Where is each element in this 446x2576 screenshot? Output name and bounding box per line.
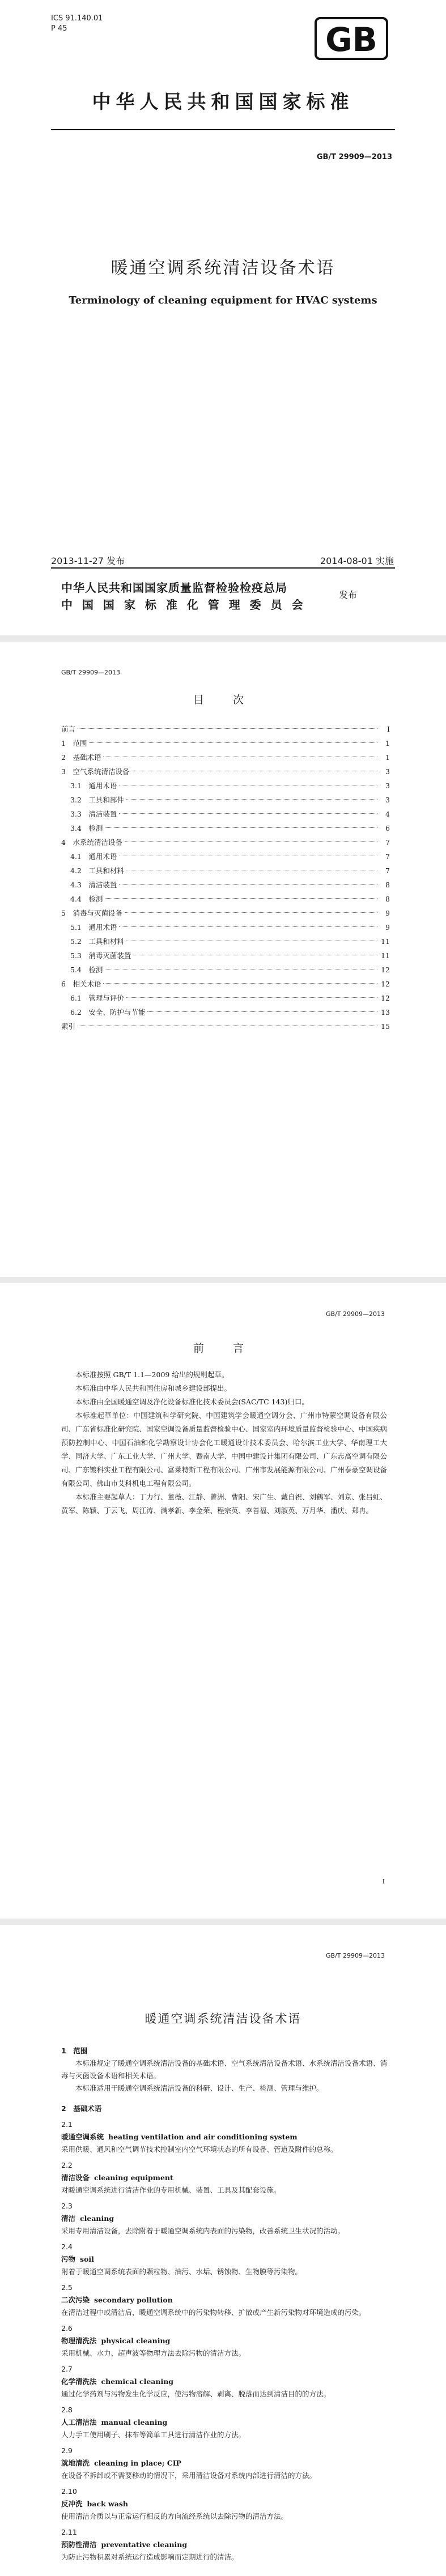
toc-entry[interactable] [61,736,390,750]
toc-leader-dots [125,912,377,913]
toc-entry-label: 3.1 通用术语 [70,781,117,790]
gb-logo-icon [315,17,388,60]
term-cn: 暖通空调系统 [61,2133,104,2141]
classification-codes [51,14,103,34]
toc-entry-label: 6 相关术语 [61,980,101,988]
toc-entry-page: 11 [381,951,390,960]
term-cn: 预防性清洁 [61,2540,97,2549]
term-definition: 附着于暖通空调系统表面的颗粒物、油污、水垢、锈蚀物、生物膜等污染物。 [61,2267,303,2276]
ccs-code: P 45 [51,24,67,33]
toc-leader-dots [119,813,377,814]
term-definition: 在设备不拆卸或不需要移动的情况下，采用清洁设备对系统内部进行清洁的方法。 [61,2471,317,2480]
publisher-aqsiq: 中华人民共和国国家质量监督检验检疫总局 [61,581,287,595]
toc-leader-dots [147,1011,377,1012]
toc-entry-label: 4 水系统清洁设备 [61,838,122,847]
toc-leader-dots [125,841,377,842]
foreword-paragraph: 本标准由全国暖通空调及净化设备标准化技术委员会(SAC/TC 143)归口。 [75,1398,309,1406]
term-number: 2.11 [61,2528,77,2536]
cover-bottom-rule [51,567,395,569]
toc-entry-page: 9 [385,923,390,932]
toc-entry[interactable] [61,864,390,878]
term-entry [61,2457,387,2470]
toc-entry-page: 3 [385,781,390,790]
toc-leader-dots [119,926,377,927]
toc-entry[interactable] [61,807,390,821]
section-heading: 2 基础术语 [61,2104,102,2113]
toc-entry-label: 6.2 安全、防护与节能 [70,1008,146,1016]
toc-entry-page: 8 [385,881,390,889]
toc-entry[interactable] [61,821,390,835]
table-of-contents [61,722,390,1033]
body-paragraph: 本标准规定了暖通空调系统清洁设备的基础术语、空气系统清洁设备术语、水系统清洁设备术语、消毒与灭菌设备术语和相关术语。 [61,2059,388,2080]
term-entry [61,2376,387,2388]
toc-entry-page: 3 [385,796,390,804]
term-entry [61,2253,387,2266]
body-content [61,2037,387,2564]
term-number: 2.4 [61,2242,73,2251]
term-number: 2.1 [61,2120,73,2129]
toc-entry-label: 前言 [61,725,76,733]
toc-entry-label: 4.3 清洁装置 [70,881,117,889]
toc-entry-label: 3.3 清洁装置 [70,810,117,818]
foreword-paragraph: 本标准主要起草人：丁力行、董薇、江静、曾洲、曹阳、宋广生、戴自祝、刘鹤军、刘京、张吕虹、黄军、陈颖、丁云飞、周江涛、满孝新、李金荣、程宗英、李善福、刘淑英、万月华、潘庆、郑冉。 [61,1493,388,1515]
term-entry [61,2212,387,2225]
term-entry [61,2131,387,2143]
toc-entry-label: 4.1 通用术语 [70,852,117,861]
toc-leader-dots [105,898,377,899]
term-cn: 就地清洗 [61,2459,90,2467]
toc-leader-dots [126,997,377,998]
toc-entry-page: 11 [381,937,390,946]
toc-entry[interactable] [61,949,390,963]
term-number: 2.3 [61,2202,73,2210]
toc-entry-label: 5.4 检测 [70,966,103,974]
cover-top-rule [51,129,395,130]
toc-entry-page: 12 [381,966,390,974]
term-en: cleaning in place; CIP [94,2459,181,2467]
page-header: GB/T 29909—2013 [326,1952,385,1959]
term-number: 2.9 [61,2446,73,2455]
body-title: 暖通空调系统清洁设备术语 [145,2012,301,2026]
toc-entry-label: 5.1 通用术语 [70,923,117,932]
contents-page [0,642,446,1277]
term-definition: 为防止污物积累对系统运行造成影响而定期进行的清洁。 [61,2553,239,2561]
toc-entry-page: 8 [385,895,390,903]
toc-entry[interactable] [61,934,390,949]
toc-leader-dots [105,827,377,828]
toc-entry-page: 3 [385,767,390,776]
term-en: manual cleaning [101,2418,168,2427]
toc-entry-label: 5 消毒与灭菌设备 [61,909,122,917]
toc-entry[interactable] [61,779,390,793]
toc-entry-label: 4.4 检测 [70,895,103,903]
toc-entry[interactable] [61,963,390,977]
toc-entry[interactable] [61,906,390,920]
term-en: heating ventilation and air conditioning system [108,2133,298,2141]
term-en: soil [80,2255,94,2263]
toc-entry-page: 1 [385,739,390,747]
page-header: GB/T 29909—2013 [61,669,120,676]
foreword-paragraph: 本标准按照 GB/T 1.1—2009 给出的规则起草。 [75,1370,229,1379]
toc-leader-dots [89,742,377,743]
term-definition: 使用清洁介质以与正常运行相反的方向流经系统以去除污物的清洁方法。 [61,2512,288,2521]
body-paragraph: 本标准适用于暖通空调系统清洁设备的科研、设计、生产、检测、管理与维护。 [75,2084,324,2092]
foreword-body [61,1368,387,1518]
toc-entry-page: 7 [385,866,390,875]
term-cn: 清洁 [61,2214,76,2223]
toc-leader-dots [119,884,377,885]
toc-entry-page: 6 [385,824,390,832]
toc-entry[interactable] [61,1005,390,1019]
toc-entry-label: 1 范围 [61,739,87,747]
foreword-paragraph: 本标准由中华人民共和国住房和城乡建设部提出。 [75,1384,232,1392]
toc-entry[interactable] [61,920,390,934]
publisher-sac: 中 国 国 家 标 准 化 管 理 委 员 会 [61,598,306,612]
issue-date: 2013-11-27 发布 [51,556,125,566]
foreword-title: 前 言 [193,1342,253,1355]
toc-entry-label: 6.1 管理与评价 [70,994,124,1002]
term-definition: 采用机械、水力、超声波等物理方法去除污物的清洁方法。 [61,2349,246,2357]
term-cn: 人工清洁法 [61,2418,97,2427]
term-cn: 物理清洗法 [61,2336,97,2345]
toc-entry-page: Ⅰ [387,725,390,733]
term-definition: 在清洁过程中或清洁后，暖通空调系统中的污染物转移、扩散或产生新污染物对环境造成的污染。 [61,2308,366,2317]
term-cn: 化学清洗法 [61,2377,97,2386]
term-number: 2.6 [61,2324,73,2333]
toc-entry[interactable] [61,1019,390,1033]
term-definition: 采用专用清洁设备，去除附着于暖通空调系统内表面的污染物，改善系统卫生状况的活动。 [61,2227,345,2235]
toc-entry-page: 13 [381,1008,390,1016]
toc-entry-label: 5.3 消毒灭菌装置 [70,951,131,960]
term-en: cleaning equipment [94,2173,173,2182]
toc-entry-label: 4.2 工具和材料 [70,866,124,875]
toc-entry-page: 7 [385,838,390,847]
national-standard-heading: 中华人民共和国国家标准 [92,91,354,113]
foreword-page [0,1283,446,1919]
cover-page [0,0,446,635]
toc-entry[interactable] [61,991,390,1005]
term-number: 2.2 [61,2161,73,2169]
term-entry [61,2172,387,2184]
document-title-cn: 暖通空调系统清洁设备术语 [111,258,335,278]
toc-leader-dots [78,728,377,729]
term-en: back wash [87,2500,128,2508]
term-number: 2.5 [61,2283,73,2292]
term-entry [61,2416,387,2429]
term-cn: 污物 [61,2255,76,2263]
toc-entry[interactable] [61,764,390,779]
term-cn: 反冲洗 [61,2500,83,2508]
toc-entry[interactable] [61,878,390,892]
toc-entry-page: 1 [385,753,390,762]
toc-entry-label: 2 基础术语 [61,753,101,762]
toc-entry[interactable] [61,835,390,849]
toc-entry-label: 3.4 检测 [70,824,103,832]
toc-entry[interactable] [61,750,390,764]
ics-code: ICS 91.140.01 [51,14,103,23]
term-entry [61,2335,387,2347]
publish-label: 发布 [339,589,358,600]
term-en: preventative cleaning [101,2540,188,2549]
toc-entry-label: 5.2 工具和材料 [70,937,124,946]
term-en: chemical cleaning [101,2377,174,2386]
toc-leader-dots [126,799,377,800]
toc-leader-dots [103,983,377,984]
term-definition: 通过化学药剂与污物发生化学反应，使污物溶解、剥离、脱落而达到清洁目的的方法。 [61,2390,331,2398]
term-en: physical cleaning [101,2336,171,2345]
term-entry [61,2539,387,2551]
toc-entry-page: 4 [385,810,390,818]
term-cn: 清洁设备 [61,2173,90,2182]
term-en: secondary pollution [94,2296,173,2304]
toc-entry[interactable] [61,849,390,864]
gb-logo-text: GB [325,20,377,59]
toc-entry-label: 3.2 工具和部件 [70,796,124,804]
toc-entry-label: 索引 [61,1022,76,1031]
toc-entry-page: 12 [381,994,390,1002]
toc-entry[interactable] [61,722,390,736]
implementation-date: 2014-08-01 实施 [320,556,394,566]
term-en: cleaning [80,2214,114,2223]
standard-number: GB/T 29909—2013 [316,153,392,161]
toc-entry-page: 15 [381,1022,390,1031]
term-definition: 对暖通空调系统进行清洁作业的专用机械、装置、工具及其配套设施。 [61,2186,281,2194]
term-definition: 人力手工使用刷子、抹布等简单工具进行清洁作业的方法。 [61,2430,246,2439]
toc-entry[interactable] [61,977,390,991]
term-definition: 采用供暖、通风和空气调节技术控制室内空气环境状态的所有设备、管道及附件的总称。 [61,2145,338,2154]
term-cn: 二次污染 [61,2296,90,2304]
toc-entry[interactable] [61,892,390,906]
term-number: 2.10 [61,2487,77,2496]
toc-entry-page: 9 [385,909,390,917]
term-entry [61,2498,387,2510]
section-heading: 1 范围 [61,2047,88,2055]
term-number: 2.7 [61,2365,73,2373]
term-entry [61,2294,387,2306]
document-title-en: Terminology of cleaning equipment for HVAC systems [69,294,377,306]
body-page [0,1925,446,2576]
term-number: 2.8 [61,2406,73,2414]
toc-entry-page: 12 [381,980,390,988]
toc-entry-page: 7 [385,852,390,861]
toc-entry[interactable] [61,793,390,807]
page-number: Ⅰ [382,1878,385,1885]
page-header: GB/T 29909—2013 [326,1310,385,1318]
foreword-paragraph: 本标准起草单位：中国建筑科学研究院、中国建筑学会暖通空调分会、广州市特蒙空调设备有限公司、广东省标准化研究院、国家空调设备质量监督检验中心、国家室内环境质量监督检验中心、中国疾病预防控制中心、中国石油和化学勘察设计协会化工暖通设计技术委员会、哈尔滨工业大学、华南理工大学、同济大学、广东工业大学、广州大学、暨南大学、中国中建设计集团有限公司、广东志高空调有限公司、广东镀科实业工程有限公司、富莱特斯工程有限公司、广州市发展能源有限公司、广州泰豪空调设备有限公司、佛山市艾科机电工程有限公司。 [61,1411,388,1488]
toc-entry-label: 3 空气系统清洁设备 [61,767,130,776]
contents-title: 目 次 [193,694,253,706]
